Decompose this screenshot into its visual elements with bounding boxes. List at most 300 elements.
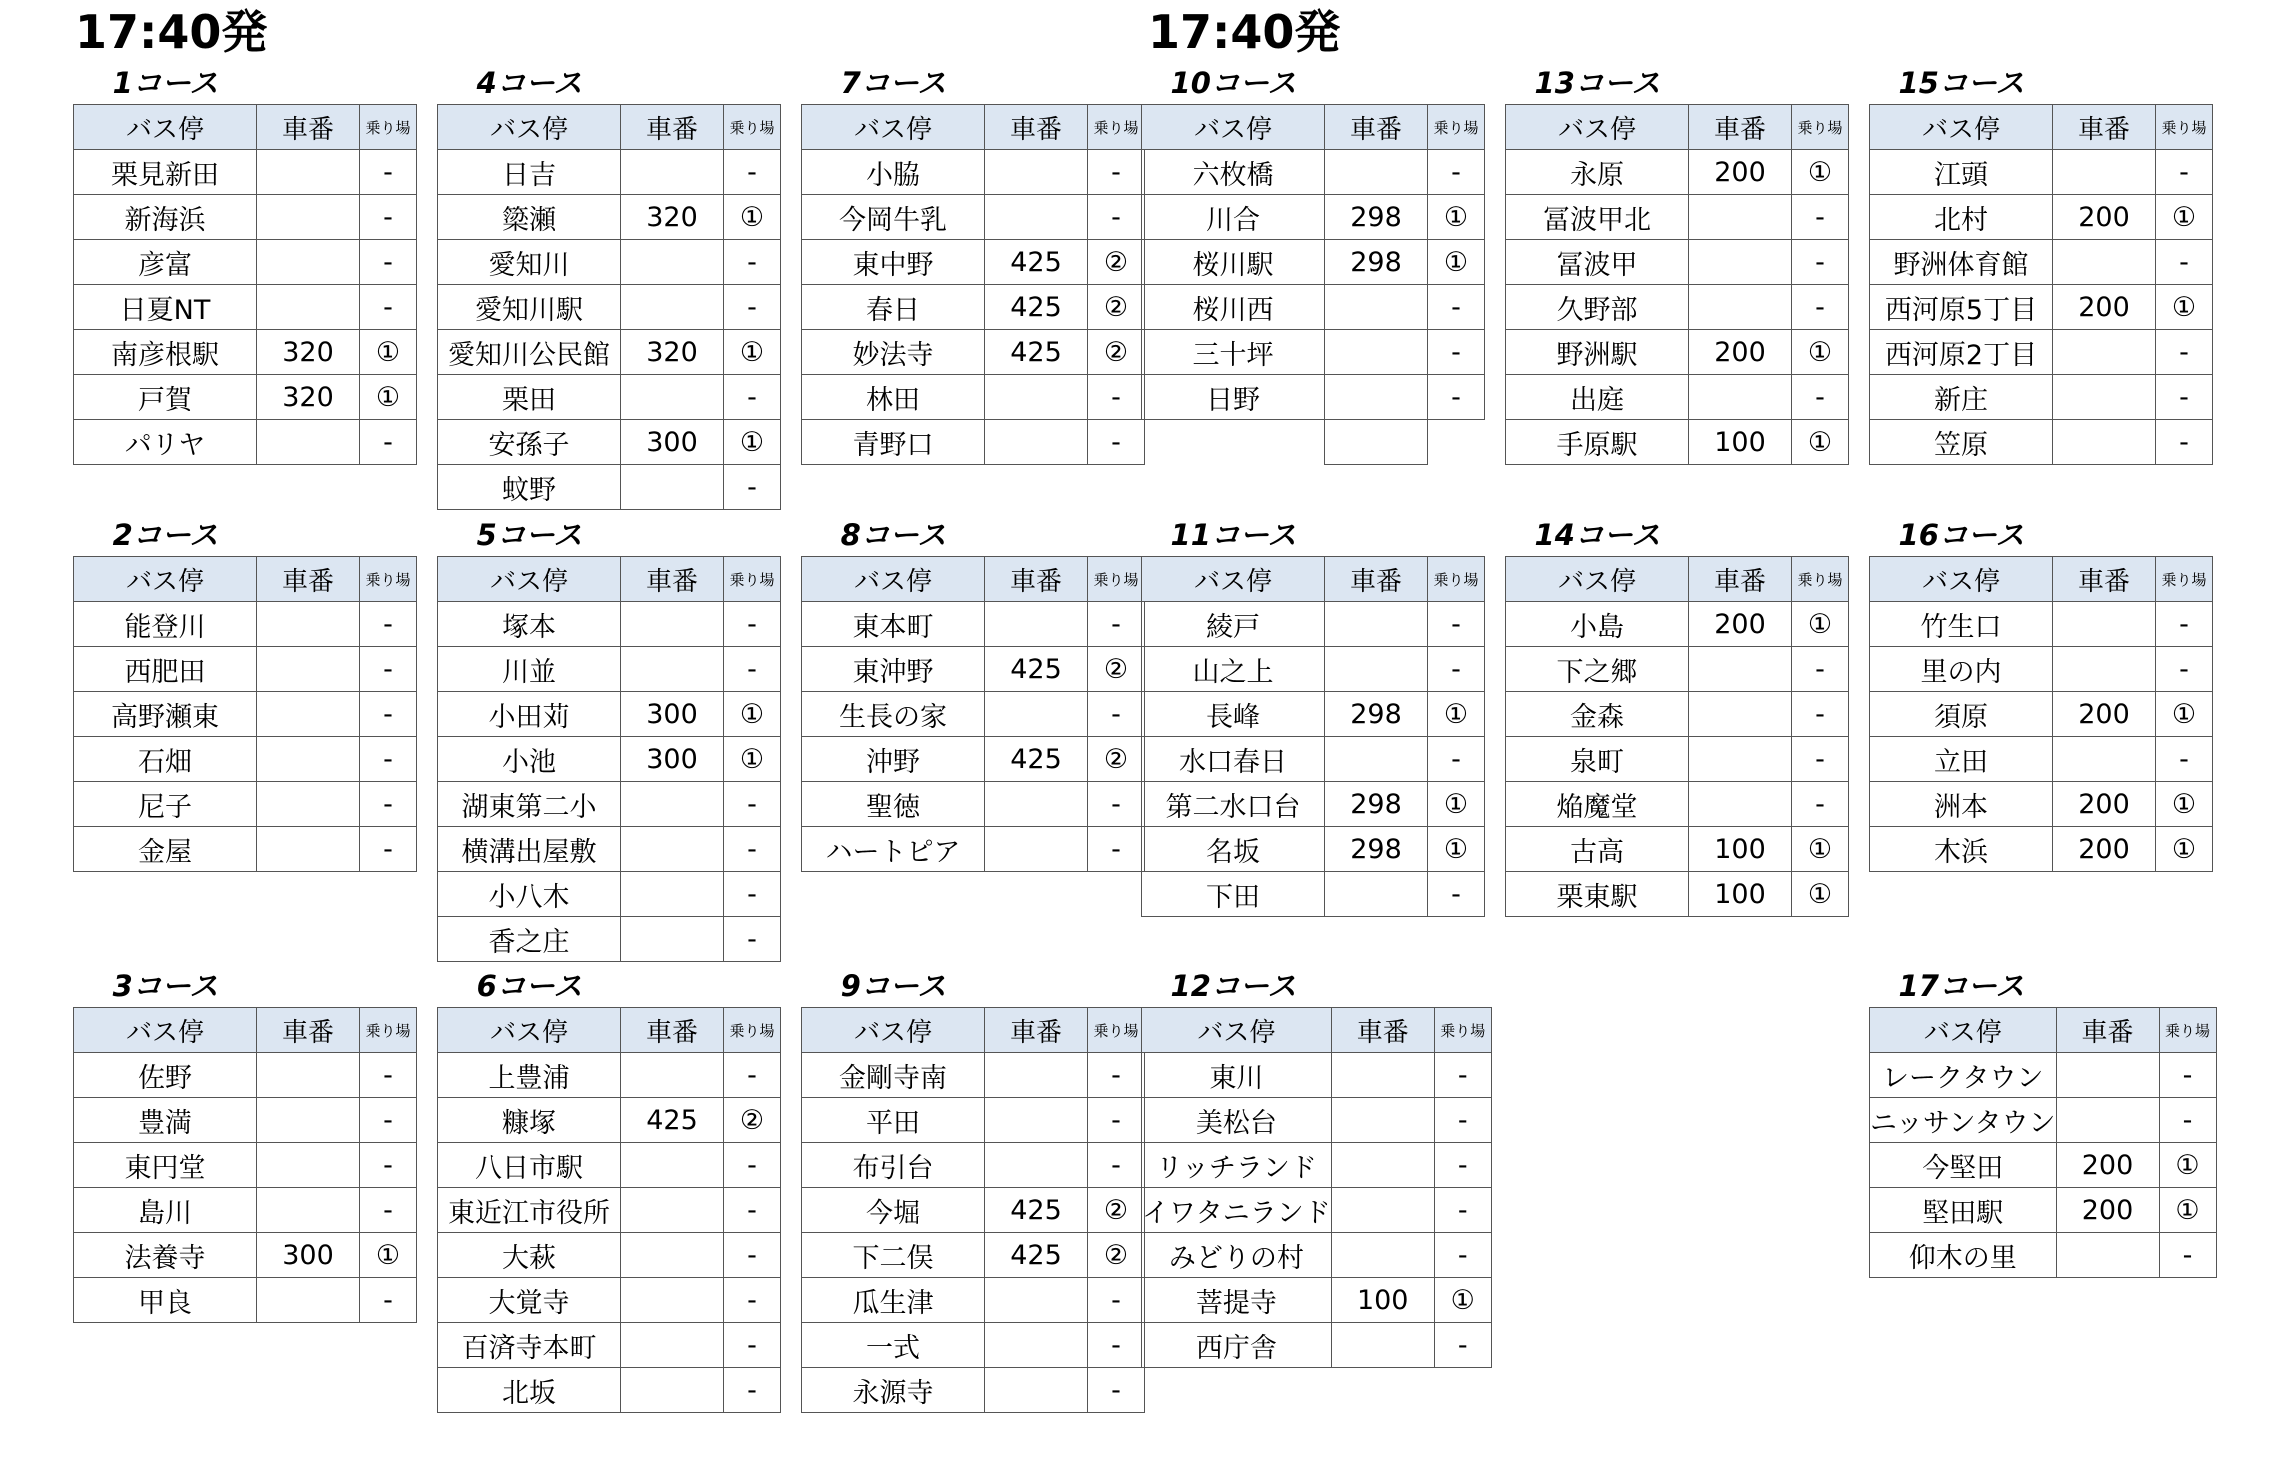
boarding-gate: ② <box>1088 285 1145 330</box>
table-row <box>74 1188 417 1233</box>
bus-number <box>257 1278 360 1323</box>
boarding-gate: ① <box>2159 1188 2216 1233</box>
boarding-gate: ① <box>360 1233 417 1278</box>
table-row <box>438 917 781 962</box>
bus-number <box>1331 1143 1434 1188</box>
boarding-gate: - <box>724 150 781 195</box>
bus-number: 100 <box>1689 827 1792 872</box>
table-row <box>1506 330 1849 375</box>
boarding-gate: - <box>360 782 417 827</box>
table-header-row <box>1506 105 1849 150</box>
stop-name: 小島 <box>1506 602 1689 647</box>
stop-name: 木浜 <box>1870 827 2053 872</box>
bus-number <box>621 827 724 872</box>
stop-name: 美松台 <box>1142 1098 1332 1143</box>
bus-number <box>1689 737 1792 782</box>
boarding-gate: - <box>1792 737 1849 782</box>
table-row <box>1870 285 2213 330</box>
bus-number <box>985 150 1088 195</box>
table-row <box>438 782 781 827</box>
course-block <box>801 66 1145 465</box>
stop-name: 安孫子 <box>438 420 621 465</box>
stop-name: 新海浜 <box>74 195 257 240</box>
stop-name: 林田 <box>802 375 985 420</box>
table-header-row <box>74 105 417 150</box>
header-boarding-gate: 乗り場 <box>2156 105 2213 150</box>
bus-number: 425 <box>985 330 1088 375</box>
table-row <box>1142 1323 1492 1368</box>
boarding-gate: ① <box>2156 827 2213 872</box>
boarding-gate: ① <box>360 375 417 420</box>
bus-number <box>985 1278 1088 1323</box>
stop-name: 沖野 <box>802 737 985 782</box>
bus-number <box>2053 647 2156 692</box>
stop-name: 上豊浦 <box>438 1053 621 1098</box>
bus-number: 320 <box>621 195 724 240</box>
table-row <box>802 602 1145 647</box>
table-row <box>1870 827 2213 872</box>
boarding-gate: - <box>2159 1053 2216 1098</box>
header-boarding-gate: 乗り場 <box>1088 1008 1145 1053</box>
boarding-gate: - <box>360 195 417 240</box>
bus-number <box>2053 420 2156 465</box>
table-row <box>1870 1188 2217 1233</box>
bus-number <box>2053 330 2156 375</box>
stop-name: 永原 <box>1506 150 1689 195</box>
stop-name: 能登川 <box>74 602 257 647</box>
boarding-gate: ① <box>724 195 781 240</box>
stop-name: 日吉 <box>438 150 621 195</box>
bus-number <box>985 782 1088 827</box>
table-row <box>802 1053 1145 1098</box>
boarding-gate: - <box>724 375 781 420</box>
stop-name: 香之庄 <box>438 917 621 962</box>
bus-number: 298 <box>1325 782 1428 827</box>
boarding-gate: ① <box>1428 195 1485 240</box>
boarding-gate: ① <box>724 692 781 737</box>
boarding-gate: - <box>360 1053 417 1098</box>
stop-name: 里の内 <box>1870 647 2053 692</box>
stop-name: 栗見新田 <box>74 150 257 195</box>
boarding-gate: - <box>1428 602 1485 647</box>
course-title: 15コース <box>1898 66 2025 100</box>
route-table <box>437 104 781 510</box>
table-row <box>438 872 781 917</box>
table-row <box>74 647 417 692</box>
header-boarding-gate: 乗り場 <box>1428 105 1485 150</box>
course-title: 2コース <box>112 518 219 552</box>
boarding-gate: - <box>1792 647 1849 692</box>
table-row <box>74 602 417 647</box>
table-row <box>438 1368 781 1413</box>
table-row <box>74 330 417 375</box>
boarding-gate: - <box>724 1368 781 1413</box>
course-title: 11コース <box>1170 518 1297 552</box>
header-boarding-gate: 乗り場 <box>1088 557 1145 602</box>
header-boarding-gate: 乗り場 <box>1792 105 1849 150</box>
table-row <box>802 420 1145 465</box>
boarding-gate: - <box>1088 1098 1145 1143</box>
table-header-row <box>74 557 417 602</box>
bus-number <box>985 1323 1088 1368</box>
table-header-row <box>802 557 1145 602</box>
table-row <box>438 737 781 782</box>
table-row <box>74 240 417 285</box>
bus-number <box>621 150 724 195</box>
boarding-gate: ① <box>724 330 781 375</box>
boarding-gate: - <box>724 917 781 962</box>
table-row <box>438 150 781 195</box>
bus-number <box>257 195 360 240</box>
boarding-gate: - <box>1428 375 1485 420</box>
stop-name: 久野部 <box>1506 285 1689 330</box>
table-row <box>1142 420 1485 465</box>
table-row <box>1870 375 2213 420</box>
boarding-gate: ① <box>1428 240 1485 285</box>
course-block <box>73 969 417 1323</box>
bus-number <box>257 602 360 647</box>
table-row <box>438 465 781 510</box>
page-title-center: 17:40発 <box>1148 5 1341 59</box>
course-title: 7コース <box>840 66 947 100</box>
header-bus-number: 車番 <box>257 105 360 150</box>
stop-name: 堅田駅 <box>1870 1188 2057 1233</box>
table-row <box>802 150 1145 195</box>
boarding-gate: ② <box>1088 647 1145 692</box>
table-row <box>1506 872 1849 917</box>
bus-number: 300 <box>621 692 724 737</box>
stop-name: 六枚橋 <box>1142 150 1325 195</box>
bus-number <box>257 692 360 737</box>
boarding-gate: - <box>1428 872 1485 917</box>
stop-name: 名坂 <box>1142 827 1325 872</box>
table-row <box>438 375 781 420</box>
stop-name: 布引台 <box>802 1143 985 1188</box>
header-bus-number: 車番 <box>1325 557 1428 602</box>
table-header-row <box>1142 557 1485 602</box>
header-boarding-gate: 乗り場 <box>2156 557 2213 602</box>
stop-name: 法養寺 <box>74 1233 257 1278</box>
stop-name: 栗田 <box>438 375 621 420</box>
course-block <box>1869 969 2217 1278</box>
stop-name: 島川 <box>74 1188 257 1233</box>
stop-name: 小八木 <box>438 872 621 917</box>
bus-number <box>621 240 724 285</box>
boarding-gate: - <box>724 285 781 330</box>
header-bus-number: 車番 <box>257 1008 360 1053</box>
boarding-gate: ② <box>1088 240 1145 285</box>
course-block <box>73 66 417 465</box>
table-header-row <box>1870 105 2213 150</box>
boarding-gate: - <box>724 602 781 647</box>
table-header-row <box>802 105 1145 150</box>
stop-name: ハートピア <box>802 827 985 872</box>
table-row <box>802 1098 1145 1143</box>
header-bus-stop: バス停 <box>1506 557 1689 602</box>
stop-name: 仰木の里 <box>1870 1233 2057 1278</box>
boarding-gate: - <box>1434 1053 1491 1098</box>
table-row <box>438 1098 781 1143</box>
boarding-gate: ① <box>2156 692 2213 737</box>
bus-number <box>985 420 1088 465</box>
stop-name: 冨波甲北 <box>1506 195 1689 240</box>
stop-name: 東円堂 <box>74 1143 257 1188</box>
route-table <box>1869 1007 2217 1278</box>
header-boarding-gate: 乗り場 <box>724 557 781 602</box>
table-header-row <box>438 557 781 602</box>
course-block <box>1141 969 1492 1368</box>
table-row <box>438 647 781 692</box>
bus-number <box>1325 285 1428 330</box>
header-boarding-gate: 乗り場 <box>1088 105 1145 150</box>
course-title: 4コース <box>476 66 583 100</box>
stop-name: 笠原 <box>1870 420 2053 465</box>
course-title: 8コース <box>840 518 947 552</box>
stop-name: 須原 <box>1870 692 2053 737</box>
stop-name: 蚊野 <box>438 465 621 510</box>
header-boarding-gate: 乗り場 <box>360 557 417 602</box>
bus-number: 425 <box>985 285 1088 330</box>
route-table <box>1141 104 1485 465</box>
stop-name: 東本町 <box>802 602 985 647</box>
stop-name: イワタニランド <box>1142 1188 1332 1233</box>
stop-name: 豊満 <box>74 1098 257 1143</box>
header-boarding-gate: 乗り場 <box>1792 557 1849 602</box>
stop-name: 川合 <box>1142 195 1325 240</box>
boarding-gate: - <box>2156 240 2213 285</box>
stop-name: 聖徳 <box>802 782 985 827</box>
stop-name: 平田 <box>802 1098 985 1143</box>
header-bus-stop: バス停 <box>1870 557 2053 602</box>
table-row <box>1142 1098 1492 1143</box>
bus-number: 298 <box>1325 240 1428 285</box>
boarding-gate: - <box>1088 1143 1145 1188</box>
course-block <box>1141 66 1485 465</box>
boarding-gate: ① <box>724 737 781 782</box>
boarding-gate: - <box>1792 692 1849 737</box>
course-block <box>73 518 417 872</box>
course-block <box>801 969 1145 1413</box>
stop-name: 金剛寺南 <box>802 1053 985 1098</box>
route-table <box>73 556 417 872</box>
bus-number <box>2053 737 2156 782</box>
boarding-gate: ① <box>2156 195 2213 240</box>
boarding-gate: - <box>1088 602 1145 647</box>
bus-number <box>621 1143 724 1188</box>
course-block <box>437 66 781 510</box>
bus-number <box>621 1323 724 1368</box>
bus-number <box>257 782 360 827</box>
stop-name: 戸賀 <box>74 375 257 420</box>
boarding-gate: ① <box>1428 782 1485 827</box>
bus-number: 100 <box>1689 420 1792 465</box>
table-row <box>1506 285 1849 330</box>
boarding-gate: ① <box>1428 827 1485 872</box>
boarding-gate: ① <box>2156 285 2213 330</box>
bus-number <box>2053 150 2156 195</box>
stop-name: 第二水口台 <box>1142 782 1325 827</box>
bus-number <box>257 285 360 330</box>
header-bus-number: 車番 <box>621 1008 724 1053</box>
bus-number <box>257 1143 360 1188</box>
course-title: 9コース <box>840 969 947 1003</box>
bus-number <box>1325 737 1428 782</box>
boarding-gate: - <box>724 782 781 827</box>
stop-name: 南彦根駅 <box>74 330 257 375</box>
stop-name: 日夏NT <box>74 285 257 330</box>
table-header-row <box>438 105 781 150</box>
route-table <box>73 1007 417 1323</box>
header-bus-number: 車番 <box>1689 557 1792 602</box>
header-bus-stop: バス停 <box>438 105 621 150</box>
bus-number <box>985 195 1088 240</box>
table-row <box>438 1323 781 1368</box>
table-row <box>438 240 781 285</box>
table-row <box>1506 240 1849 285</box>
table-row <box>1506 692 1849 737</box>
bus-number <box>985 1143 1088 1188</box>
stop-name: 冨波甲 <box>1506 240 1689 285</box>
header-bus-stop: バス停 <box>1142 557 1325 602</box>
route-table <box>1505 104 1849 465</box>
header-bus-number: 車番 <box>1331 1008 1434 1053</box>
bus-number <box>1689 195 1792 240</box>
table-row <box>802 195 1145 240</box>
header-bus-stop: バス停 <box>438 557 621 602</box>
stop-name: 妙法寺 <box>802 330 985 375</box>
table-row <box>1870 240 2213 285</box>
course-title: 10コース <box>1170 66 1297 100</box>
bus-number: 200 <box>2053 285 2156 330</box>
bus-number <box>1689 647 1792 692</box>
bus-number <box>1325 330 1428 375</box>
bus-number <box>2053 240 2156 285</box>
stop-name: 糠塚 <box>438 1098 621 1143</box>
table-row <box>1142 1188 1492 1233</box>
bus-number <box>257 1053 360 1098</box>
table-row <box>1142 737 1485 782</box>
stop-name: 桜川西 <box>1142 285 1325 330</box>
bus-number: 298 <box>1325 692 1428 737</box>
course-title: 14コース <box>1534 518 1661 552</box>
table-row <box>1142 782 1485 827</box>
table-row <box>1506 782 1849 827</box>
table-row <box>802 1188 1145 1233</box>
stop-name: 青野口 <box>802 420 985 465</box>
course-block <box>437 518 781 962</box>
bus-number <box>1325 872 1428 917</box>
table-row <box>802 1368 1145 1413</box>
table-row <box>802 692 1145 737</box>
stop-name: 今堀 <box>802 1188 985 1233</box>
stop-name: 洲本 <box>1870 782 2053 827</box>
stop-name: 塚本 <box>438 602 621 647</box>
stop-name: 簗瀬 <box>438 195 621 240</box>
bus-number <box>2056 1233 2159 1278</box>
table-row <box>74 1143 417 1188</box>
course-title: 3コース <box>112 969 219 1003</box>
bus-number <box>621 647 724 692</box>
table-row <box>1870 692 2213 737</box>
bus-number <box>1689 375 1792 420</box>
bus-number: 298 <box>1325 195 1428 240</box>
table-row <box>438 330 781 375</box>
table-header-row <box>1870 557 2213 602</box>
table-row <box>802 647 1145 692</box>
stop-name: 一式 <box>802 1323 985 1368</box>
stop-name: 石畑 <box>74 737 257 782</box>
table-row <box>802 737 1145 782</box>
stop-name: みどりの村 <box>1142 1233 1332 1278</box>
route-table <box>801 1007 1145 1413</box>
header-bus-stop: バス停 <box>74 1008 257 1053</box>
route-table <box>1505 556 1849 917</box>
boarding-gate: - <box>1792 375 1849 420</box>
boarding-gate: - <box>1792 240 1849 285</box>
header-bus-number: 車番 <box>985 105 1088 150</box>
table-row <box>802 1233 1145 1278</box>
bus-number: 298 <box>1325 827 1428 872</box>
page-title-left: 17:40発 <box>75 5 268 59</box>
table-row <box>1870 1098 2217 1143</box>
stop-name: 山之上 <box>1142 647 1325 692</box>
stop-name: 長峰 <box>1142 692 1325 737</box>
bus-number <box>257 647 360 692</box>
stop-name: 焔魔堂 <box>1506 782 1689 827</box>
table-row <box>438 1143 781 1188</box>
table-row <box>1506 602 1849 647</box>
bus-number <box>621 375 724 420</box>
stop-name: 生長の家 <box>802 692 985 737</box>
bus-number <box>621 1278 724 1323</box>
course-title: 6コース <box>476 969 583 1003</box>
bus-number: 200 <box>1689 150 1792 195</box>
boarding-gate: ① <box>1792 330 1849 375</box>
boarding-gate: ② <box>1088 1233 1145 1278</box>
table-row <box>1870 602 2213 647</box>
route-table <box>1141 556 1485 917</box>
stop-name: 東近江市役所 <box>438 1188 621 1233</box>
bus-number <box>1325 375 1428 420</box>
bus-number: 425 <box>985 240 1088 285</box>
boarding-gate: - <box>1792 195 1849 240</box>
boarding-gate: - <box>360 1188 417 1233</box>
header-bus-number: 車番 <box>621 105 724 150</box>
table-row <box>802 375 1145 420</box>
boarding-gate: - <box>360 420 417 465</box>
table-row <box>1506 375 1849 420</box>
boarding-gate: - <box>2156 375 2213 420</box>
header-bus-number: 車番 <box>2053 105 2156 150</box>
stop-name: 泉町 <box>1506 737 1689 782</box>
table-row <box>802 782 1145 827</box>
boarding-gate: - <box>1088 375 1145 420</box>
stop-name: 西河原5丁目 <box>1870 285 2053 330</box>
table-row <box>1870 150 2213 195</box>
boarding-gate: - <box>2159 1098 2216 1143</box>
header-bus-number: 車番 <box>257 557 360 602</box>
bus-number <box>1689 240 1792 285</box>
table-row <box>1870 420 2213 465</box>
bus-number: 300 <box>621 737 724 782</box>
header-bus-stop: バス停 <box>802 105 985 150</box>
bus-number: 320 <box>257 330 360 375</box>
stop-name: レークタウン <box>1870 1053 2057 1098</box>
table-header-row <box>1142 105 1485 150</box>
boarding-gate: - <box>724 1233 781 1278</box>
stop-name: 水口春日 <box>1142 737 1325 782</box>
bus-number <box>621 1233 724 1278</box>
